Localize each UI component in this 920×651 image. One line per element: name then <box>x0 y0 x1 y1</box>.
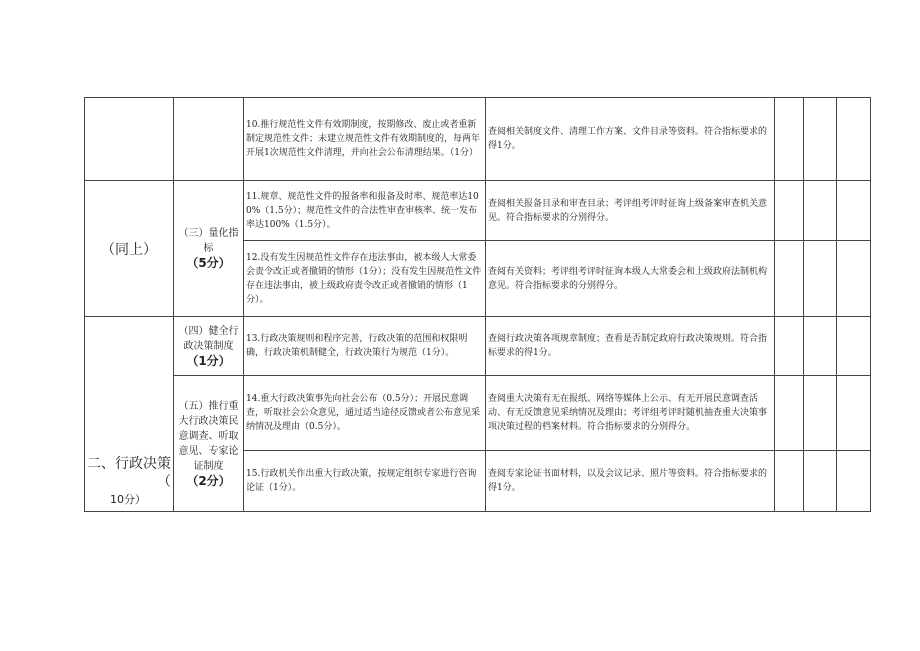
score-cell <box>804 181 837 241</box>
section-two-title: 二、行政决策（ <box>87 456 171 490</box>
category-4-score: （1分） <box>186 353 231 368</box>
category-4 <box>174 317 244 376</box>
category-4-name: （四）健全行政决策制度 <box>178 325 239 352</box>
criterion-13: 13.行政决策规则和程序完善，行政决策的范围和权限明确，行政决策机制健全，行政决策行为规范（1分）。 <box>244 317 486 376</box>
table-row <box>85 181 871 241</box>
score-cell <box>775 98 804 181</box>
criterion-10: 10.推行规范性文件有效期制度，按期修改、废止或者重新制定规范性文件；未建立规范性文件有效期制度的，每两年开展1次规范性文件清理，并向社会公布清理结果。（1分） <box>244 98 486 181</box>
evaluation-table <box>84 97 871 512</box>
score-cell <box>804 317 837 376</box>
category-5-name: （五）推行重大行政决策民意调查、听取意见、专家论证制度 <box>178 400 239 472</box>
table-row <box>85 376 871 451</box>
score-cell <box>775 181 804 241</box>
score-cell <box>837 451 871 512</box>
score-cell <box>775 241 804 317</box>
score-cell <box>837 376 871 451</box>
section-two-label <box>85 317 174 512</box>
table-row <box>85 98 871 181</box>
section-cell-empty <box>85 98 174 181</box>
section-same-label: （同上） <box>85 181 174 317</box>
score-cell <box>775 317 804 376</box>
method-11: 查阅相关报备目录和审查目录；考评组考评时征询上级备案审查机关意见。符合指标要求的分别得分。 <box>486 181 775 241</box>
method-13: 查阅行政决策各项规章制度；查看是否制定政府行政决策规则。符合指标要求的得1分。 <box>486 317 775 376</box>
score-cell <box>775 451 804 512</box>
method-15: 查阅专家论证书面材料，以及会议记录、照片等资料。符合指标要求的得1分。 <box>486 451 775 512</box>
criterion-11: 11.规章、规范性文件的报备率和报备及时率、规范率达100%（1.5分）；规范性文件的合法性审查审核率、统一发布率达100%（1.5分）。 <box>244 181 486 241</box>
category-3-score: （5分） <box>186 256 231 270</box>
score-cell <box>804 376 837 451</box>
score-cell <box>804 241 837 317</box>
category-3-name: （三）量化指标 <box>178 228 239 254</box>
category-cell-empty <box>174 98 244 181</box>
section-two-score: 10分） <box>110 493 146 506</box>
score-cell <box>837 241 871 317</box>
method-14: 查阅重大决策有无在报纸、网络等媒体上公示、有无开展民意调查活动、有无反馈意见采纳情况及理由；考评组考评时随机抽查重大决策事项决策过程的档案材料。符合指标要求的分别得分。 <box>486 376 775 451</box>
score-cell <box>804 98 837 181</box>
score-cell <box>775 376 804 451</box>
score-cell <box>837 181 871 241</box>
category-3 <box>174 181 244 317</box>
score-cell <box>837 317 871 376</box>
criterion-14: 14.重大行政决策事先向社会公布（0.5分）；开展民意调查，听取社会公众意见，通过适当途径反馈或者公布意见采纳情况及理由（0.5分）。 <box>244 376 486 451</box>
criterion-12: 12.没有发生因规范性文件存在违法事由，被本级人大常委会责令改正或者撤销的情形（1分）；没有发生因规范性文件存在违法事由，被上级政府责令改正或者撤销的情形（1分）。 <box>244 241 486 317</box>
method-10: 查阅相关制度文件、清理工作方案、文件目录等资料。符合指标要求的得1分。 <box>486 98 775 181</box>
score-cell <box>804 451 837 512</box>
category-5 <box>174 376 244 512</box>
method-12: 查阅有关资料；考评组考评时征询本级人大常委会和上级政府法制机构意见。符合指标要求的分别得分。 <box>486 241 775 317</box>
category-5-score: （2分） <box>186 473 231 488</box>
score-cell <box>837 98 871 181</box>
criterion-15: 15.行政机关作出重大行政决策，按规定组织专家进行咨询论证（1分）。 <box>244 451 486 512</box>
table-row <box>85 317 871 376</box>
